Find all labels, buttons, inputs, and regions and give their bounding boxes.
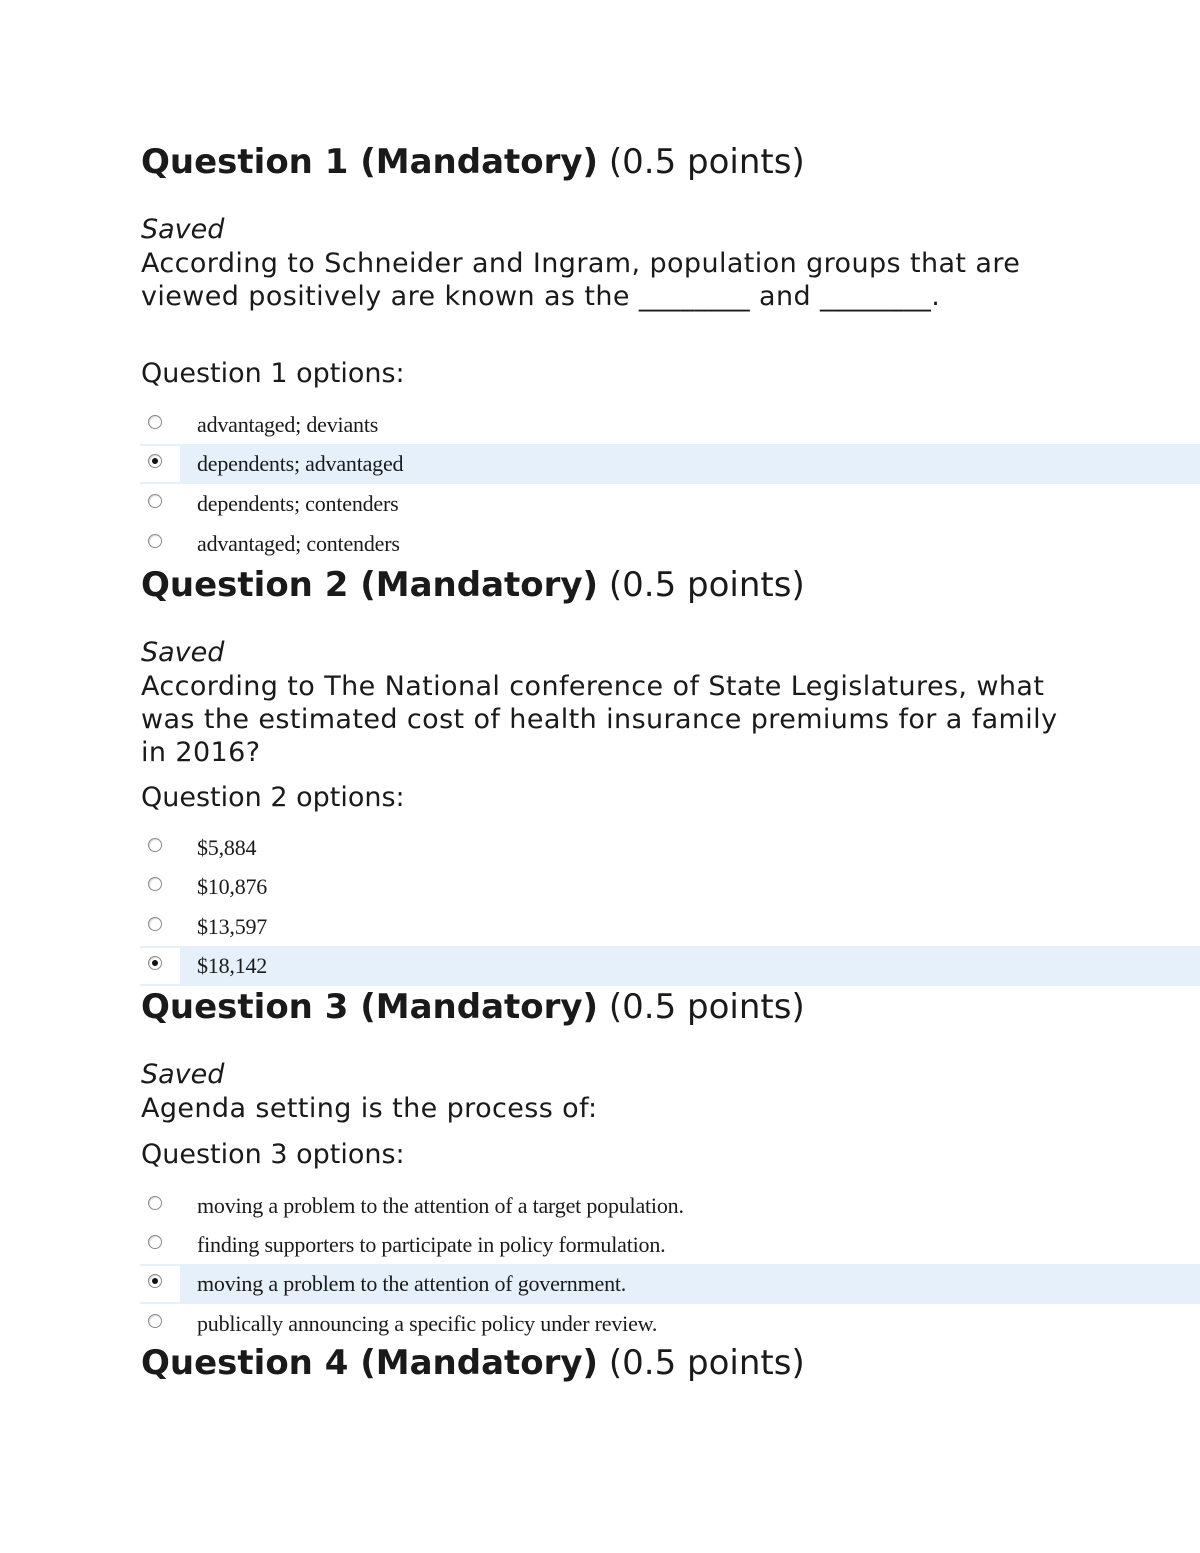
radio-button[interactable]: [148, 877, 162, 891]
option-2-selected[interactable]: [140, 444, 1200, 484]
question-title: Question 2 (Mandatory): [141, 565, 599, 605]
radio-button[interactable]: [148, 1314, 162, 1328]
radio-button[interactable]: [148, 534, 162, 548]
saved-status: Saved: [141, 1059, 225, 1090]
radio-cell: [140, 1266, 180, 1302]
radio-cell: [140, 1227, 180, 1263]
question-text: Agenda setting is the process of:: [141, 1093, 598, 1124]
radio-cell: [140, 830, 180, 866]
option-label: moving a problem to the attention of government.: [197, 1271, 627, 1296]
option-label: advantaged; deviants: [197, 412, 379, 437]
question-points: (0.5 points): [608, 142, 805, 182]
option-3-selected[interactable]: [140, 1264, 1200, 1304]
option-1[interactable]: [140, 828, 1200, 868]
saved-status: Saved: [141, 637, 225, 668]
question-heading: [141, 1343, 805, 1383]
radio-button-checked[interactable]: [148, 956, 162, 970]
radio-button[interactable]: [148, 838, 162, 852]
question-heading: [141, 565, 805, 605]
question-title: Question 3 (Mandatory): [141, 987, 599, 1027]
question-points: (0.5 points): [608, 565, 805, 605]
radio-cell: [140, 909, 180, 945]
radio-cell: [140, 446, 180, 482]
radio-cell: [140, 948, 180, 984]
question-title: Question 1 (Mandatory): [141, 142, 599, 182]
option-label: finding supporters to participate in policy formulation.: [197, 1232, 666, 1257]
radio-dot-icon: [152, 1278, 158, 1284]
question-text: According to The National conference of State Legislatures, what was the estimated cost of health insurance premiums for a family in 2016?: [141, 671, 1058, 768]
option-label: $13,597: [197, 914, 268, 939]
options-label: Question 1 options:: [141, 358, 405, 389]
option-4[interactable]: [140, 1304, 1200, 1344]
radio-cell: [140, 407, 180, 443]
question-heading: [141, 142, 805, 182]
option-label: dependents; advantaged: [197, 451, 404, 476]
radio-cell: [140, 526, 180, 562]
radio-cell: [140, 1188, 180, 1224]
radio-button-checked[interactable]: [148, 454, 162, 468]
option-1[interactable]: [140, 1186, 1200, 1226]
option-label: moving a problem to the attention of a target population.: [197, 1193, 684, 1218]
option-2[interactable]: [140, 867, 1200, 907]
radio-dot-icon: [152, 960, 158, 966]
radio-button[interactable]: [148, 415, 162, 429]
option-4-selected[interactable]: [140, 946, 1200, 986]
question-points: (0.5 points): [608, 987, 805, 1027]
radio-button[interactable]: [148, 1235, 162, 1249]
radio-button-checked[interactable]: [148, 1274, 162, 1288]
radio-cell: [140, 486, 180, 522]
radio-button[interactable]: [148, 494, 162, 508]
options-label: Question 3 options:: [141, 1139, 405, 1170]
options-label: Question 2 options:: [141, 782, 405, 813]
option-label: $5,884: [197, 835, 257, 860]
option-3[interactable]: [140, 907, 1200, 947]
option-2[interactable]: [140, 1225, 1200, 1265]
radio-button[interactable]: [148, 1196, 162, 1210]
radio-cell: [140, 869, 180, 905]
option-3[interactable]: [140, 484, 1200, 524]
question-text: According to Schneider and Ingram, population groups that are viewed positively are known as the ________ and ________.: [141, 248, 1021, 312]
option-4[interactable]: [140, 524, 1200, 564]
option-label: $10,876: [197, 874, 268, 899]
radio-button[interactable]: [148, 917, 162, 931]
question-heading: [141, 987, 805, 1027]
option-1[interactable]: [140, 405, 1200, 445]
option-label: publically announcing a specific policy under review.: [197, 1311, 658, 1336]
option-label: dependents; contenders: [197, 491, 399, 516]
radio-cell: [140, 1306, 180, 1342]
question-points: (0.5 points): [608, 1343, 805, 1383]
saved-status: Saved: [141, 214, 225, 245]
option-label: $18,142: [197, 953, 268, 978]
option-label: advantaged; contenders: [197, 531, 400, 556]
question-title: Question 4 (Mandatory): [141, 1343, 599, 1383]
radio-dot-icon: [152, 458, 158, 464]
